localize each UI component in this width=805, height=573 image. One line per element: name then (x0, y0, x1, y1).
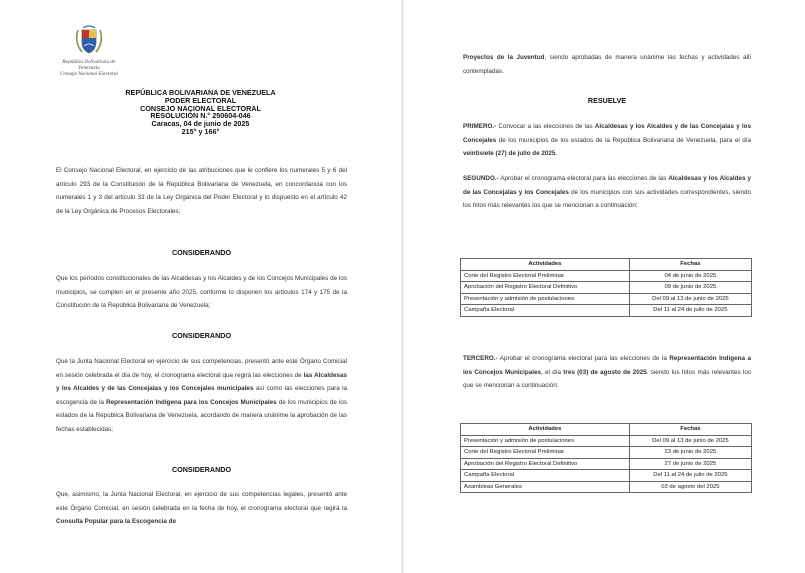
bold-run: Representación Indígena a los Concejos Municipales (463, 355, 751, 376)
considerando-heading-3: CONSIDERANDO (171, 465, 232, 474)
date-cell: 09 de junio de 2025 (629, 282, 751, 294)
considerando-heading-1: CONSIDERANDO (171, 248, 232, 257)
header-line-years: 215° y 166° (181, 126, 220, 136)
bold-run: tres (03) de agosto de 2025 (563, 368, 647, 376)
table-row (461, 447, 752, 459)
table-row (461, 305, 752, 317)
activity-cell: Asambleas Generales (461, 481, 630, 493)
date-cell: Del 09 al 13 de junio de 2025 (629, 435, 751, 447)
column-header-dates: Fechas (629, 259, 751, 271)
continuation-paragraph (463, 51, 751, 78)
activity-cell: Corte del Registro Electoral Preliminar (461, 270, 630, 282)
date-cell: 27 de junio de 2025 (629, 458, 751, 470)
text-run: Aprobar el cronograma electoral para las elecciones de la (497, 355, 670, 362)
text-run: . siendo los hitos más relevantes los que se mencionan a continuación: (463, 368, 752, 390)
activity-cell: Corte del Registro Electoral Preliminar (461, 447, 630, 459)
date-cell: 04 de junio de 2025 (629, 270, 751, 282)
header-line-council: CONSEJO NACIONAL ELECTORAL (140, 103, 261, 113)
schedule-table-indigenous (460, 423, 752, 493)
emblem-caption-line-1: República Bolivariana de Venezuela (62, 59, 116, 70)
header-line-republic: REPÚBLICA BOLIVARIANA DE VENEZUELA (125, 88, 276, 97)
text-run: Convocar a las elecciones de las (496, 123, 595, 130)
date-cell: Del 09 al 13 de junio de 2025 (629, 293, 751, 305)
activity-cell: Campaña Electoral (461, 305, 630, 317)
text-run: . (555, 150, 558, 158)
date-cell: 03 de agosto del 2025 (629, 481, 751, 493)
text-run: de los municipios de los estados de la República Bolivariana de Venezuela, para el día (496, 136, 751, 144)
column-header-activities: Actividades (461, 259, 630, 271)
date-cell: Del 11 al 24 de julio de 2025 (629, 470, 751, 482)
resuelve-heading: RESUELVE (587, 96, 627, 105)
table-row (461, 435, 752, 447)
header-line-date: Caracas, 04 de junio de 2025 (151, 119, 250, 129)
bold-run: las Alcaldesas y los Alcaldes y de las Concejalas y los Concejales municipales (56, 371, 347, 393)
bold-run: Proyectos de la Juventud (463, 54, 545, 61)
emblem-caption-line-2: Consejo Nacional Electoral (60, 71, 118, 76)
article-label: TERCERO.- (463, 355, 498, 362)
tercero-paragraph (463, 352, 751, 393)
intro-paragraph: El Consejo Nacional Electoral, en ejercicio de las atribuciones que le confiere los numerales 5 y 6 del artículo 293 de la Constitución de la República Bolivariana de Venezuela, en concordancia con los numerales 1 y 3 del artículo 33 de la Ley Orgánica del Poder Electoral y lo dispuesto en el artículo 42 de la Ley Orgánica de Procesos Electorales; (56, 167, 347, 215)
emblem-caption (52, 59, 126, 77)
text-run: Que la Junta Nacional Electoral en ejercicio de sus competencias, presentó ante este Órgano Comicial en sesión celebrada el día de hoy, el cronograma electoral que regirá las elecciones de (56, 358, 347, 379)
activity-cell: Aprobación del Registro Electoral Definitivo (461, 282, 630, 294)
considerando-paragraph-1: Que los períodos constitucionales de las Alcaldesas y los Alcaldes y de los Concejos Municipales de los municipios, se cumplen en el presente año 2025, conforme lo disponen los artículos 174 y 175 de la Constitución de la República Bolivariana de Venezuela; (56, 275, 347, 310)
text-run: de los municipios de los estados de la República Bolivariana de Venezuela, acordando de manera unánime la aprobación de las fechas establecidas; (56, 398, 348, 433)
activity-cell: Campaña Electoral (461, 470, 630, 482)
article-label: SEGUNDO.- (463, 175, 499, 182)
table-header-row (461, 424, 752, 436)
date-cell: 23 de junio de 2025 (629, 447, 751, 459)
table-row (461, 470, 752, 482)
text-run: Que, asimismo, la Junta Nacional Electoral, en ejercicio de sus competencias legales, presentó ante este Órgano Comicial, en sesión celebrada en la fecha de hoy, el cronograma electoral que regirá la (56, 491, 347, 512)
activity-cell: Aprobación del Registro Electoral Definitivo (461, 458, 630, 470)
article-label: PRIMERO.- (463, 123, 497, 130)
activity-cell: Presentación y admisión de postulaciones (461, 435, 630, 447)
table-row (461, 282, 752, 294)
segundo-paragraph (463, 172, 751, 213)
table-header-row (461, 259, 752, 271)
right-page (404, 0, 805, 573)
column-header-dates: Fechas (629, 424, 751, 436)
text-run: , siendo aprobadas de manera unánime las fechas y actividades allí contempladas. (463, 54, 751, 75)
primero-paragraph (463, 120, 751, 161)
bold-run: veintisiete (27) de julio de 2025 (463, 150, 556, 158)
considerando-paragraph-3 (56, 488, 347, 529)
column-header-activities: Actividades (461, 424, 630, 436)
left-page (0, 0, 401, 573)
text-run: así como las elecciones para la escogencia de la (56, 385, 348, 406)
activity-cell: Presentación y admisión de postulaciones (461, 293, 630, 305)
text-run: de los municipios con sus actividades correspondientes, siendo los hitos más relevantes los que se mencionan a continuación: (463, 188, 751, 210)
date-cell: Del 11 al 24 de julio de 2025 (629, 305, 751, 317)
table-row (461, 481, 752, 493)
bold-run: Consulta Popular para la Escogencia de (56, 518, 177, 526)
text-run: , el día (541, 368, 564, 376)
considerando-paragraph-2 (56, 355, 347, 437)
bold-run: Alcaldesas y los Alcaldes y de las Concejalas y los Concejales (463, 123, 751, 144)
resolution-header (0, 89, 401, 136)
bold-run: Representación Indígena para los Concejos Municipales (106, 398, 277, 406)
table-row (461, 458, 752, 470)
coat-of-arms-emblem (72, 24, 106, 58)
considerando-heading-2: CONSIDERANDO (171, 331, 232, 340)
header-line-electoral-power: PODER ELECTORAL (164, 95, 237, 105)
schedule-table-municipal (460, 258, 752, 317)
header-line-resolution-number: RESOLUCIÓN N.° 250604-046 (150, 111, 251, 121)
table-row (461, 293, 752, 305)
table-row (461, 270, 752, 282)
text-run: Aprobar el cronograma electoral para las elecciones de las (498, 175, 669, 182)
bold-run: Alcaldesas y los Alcaldes y de las Concejalas y los Concejales (463, 175, 751, 196)
